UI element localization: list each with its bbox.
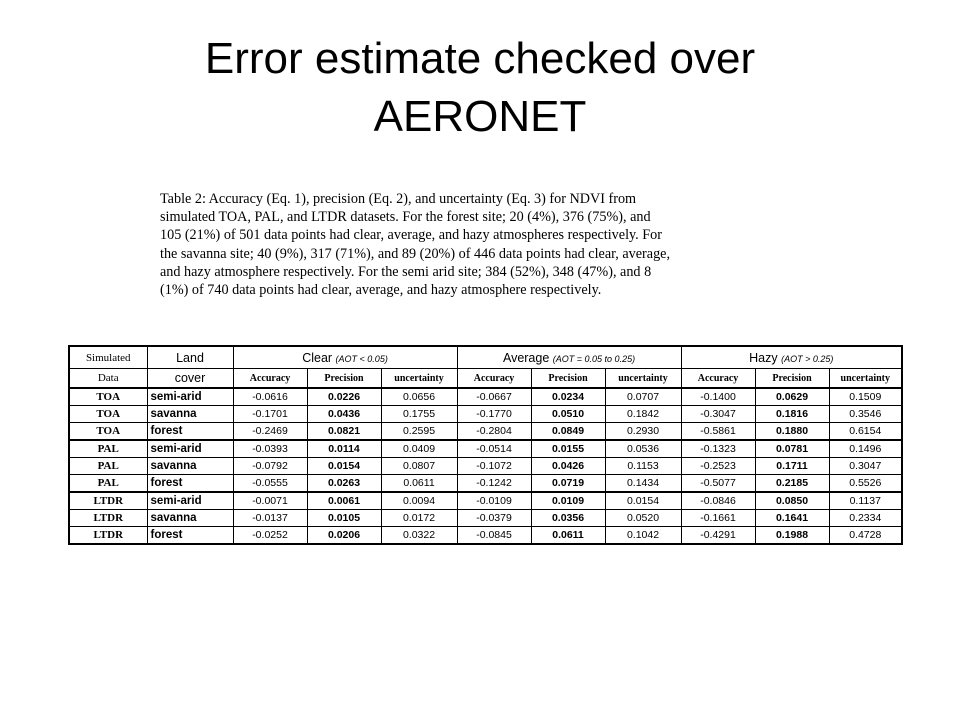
group-note: (AOT = 0.05 to 0.25)	[552, 353, 636, 364]
row-dataset: LTDR	[69, 492, 147, 510]
cell-accuracy: -0.3047	[681, 406, 755, 423]
cell-precision: 0.0629	[755, 388, 829, 406]
cell-accuracy: -0.1661	[681, 510, 755, 527]
subheader-precision: Precision	[755, 369, 829, 389]
subheader-uncertainty: uncertainty	[381, 369, 457, 389]
cell-accuracy: -0.2469	[233, 423, 307, 441]
cell-uncertainty: 0.1434	[605, 475, 681, 493]
cell-uncertainty: 0.1842	[605, 406, 681, 423]
cell-precision: 0.0510	[531, 406, 605, 423]
group-name: Hazy	[749, 350, 778, 365]
cell-accuracy: -0.5861	[681, 423, 755, 441]
cell-accuracy: -0.2523	[681, 458, 755, 475]
cell-uncertainty: 0.0611	[381, 475, 457, 493]
row-land-cover: forest	[147, 423, 233, 441]
cell-precision: 0.0426	[531, 458, 605, 475]
group-name: Clear	[302, 350, 333, 365]
header-cover: cover	[147, 369, 233, 389]
cell-uncertainty: 0.0409	[381, 440, 457, 458]
cell-uncertainty: 0.2930	[605, 423, 681, 441]
cell-uncertainty: 0.1042	[605, 527, 681, 545]
cell-uncertainty: 0.2595	[381, 423, 457, 441]
cell-precision: 0.0154	[307, 458, 381, 475]
cell-precision: 0.0436	[307, 406, 381, 423]
header-group-clear	[233, 346, 457, 369]
cell-precision: 0.1816	[755, 406, 829, 423]
cell-precision: 0.0356	[531, 510, 605, 527]
cell-uncertainty: 0.1509	[829, 388, 902, 406]
cell-accuracy: -0.1400	[681, 388, 755, 406]
cell-uncertainty: 0.0520	[605, 510, 681, 527]
cell-accuracy: -0.1701	[233, 406, 307, 423]
table-row	[69, 458, 902, 475]
cell-accuracy: -0.0514	[457, 440, 531, 458]
table-row	[69, 475, 902, 493]
cell-precision: 0.0206	[307, 527, 381, 545]
subheader-uncertainty: uncertainty	[605, 369, 681, 389]
cell-uncertainty: 0.0707	[605, 388, 681, 406]
row-dataset: PAL	[69, 440, 147, 458]
cell-precision: 0.0719	[531, 475, 605, 493]
cell-precision: 0.0821	[307, 423, 381, 441]
header-group-average	[457, 346, 681, 369]
cell-precision: 0.0263	[307, 475, 381, 493]
cell-accuracy: -0.0109	[457, 492, 531, 510]
cell-precision: 0.0155	[531, 440, 605, 458]
header-group-hazy	[681, 346, 902, 369]
cell-precision: 0.0234	[531, 388, 605, 406]
cell-precision: 0.0109	[531, 492, 605, 510]
cell-accuracy: -0.0252	[233, 527, 307, 545]
subheader-uncertainty: uncertainty	[829, 369, 902, 389]
cell-uncertainty: 0.0154	[605, 492, 681, 510]
cell-accuracy: -0.5077	[681, 475, 755, 493]
slide-title-line-2: AERONET	[373, 92, 587, 141]
cell-uncertainty: 0.2334	[829, 510, 902, 527]
cell-accuracy: -0.1323	[681, 440, 755, 458]
row-land-cover: semi-arid	[147, 492, 233, 510]
cell-accuracy: -0.2804	[457, 423, 531, 441]
cell-accuracy: -0.0667	[457, 388, 531, 406]
cell-uncertainty: 0.0656	[381, 388, 457, 406]
cell-precision: 0.0611	[531, 527, 605, 545]
cell-accuracy: -0.0137	[233, 510, 307, 527]
cell-accuracy: -0.0616	[233, 388, 307, 406]
header-land: Land	[147, 346, 233, 369]
ndvi-error-table	[68, 345, 903, 545]
caption-line: (1%) of 740 data points had clear, average, and hazy atmosphere respectively.	[160, 282, 602, 299]
cell-uncertainty: 0.5526	[829, 475, 902, 493]
subheader-accuracy: Accuracy	[681, 369, 755, 389]
row-land-cover: savanna	[147, 510, 233, 527]
header-simulated: Simulated	[69, 346, 147, 369]
row-dataset: PAL	[69, 475, 147, 493]
table-caption	[160, 190, 820, 299]
header-data: Data	[69, 369, 147, 389]
cell-precision: 0.0114	[307, 440, 381, 458]
subheader-accuracy: Accuracy	[233, 369, 307, 389]
cell-uncertainty: 0.6154	[829, 423, 902, 441]
table-row	[69, 423, 902, 441]
cell-accuracy: -0.0845	[457, 527, 531, 545]
cell-uncertainty: 0.1496	[829, 440, 902, 458]
cell-uncertainty: 0.3047	[829, 458, 902, 475]
row-land-cover: savanna	[147, 406, 233, 423]
caption-line: 105 (21%) of 501 data points had clear, average, and hazy atmospheres respectively. For	[160, 227, 662, 244]
table-row	[69, 440, 902, 458]
cell-uncertainty: 0.0172	[381, 510, 457, 527]
subheader-accuracy: Accuracy	[457, 369, 531, 389]
caption-line: Table 2: Accuracy (Eq. 1), precision (Eq. 2), and uncertainty (Eq. 3) for NDVI from	[160, 191, 637, 207]
row-land-cover: semi-arid	[147, 388, 233, 406]
group-note: (AOT < 0.05)	[335, 353, 388, 364]
caption-line: simulated TOA, PAL, and LTDR datasets. For the forest site; 20 (4%), 376 (75%), and	[160, 209, 651, 226]
row-dataset: TOA	[69, 388, 147, 406]
cell-precision: 0.1641	[755, 510, 829, 527]
row-dataset: LTDR	[69, 510, 147, 527]
cell-precision: 0.1711	[755, 458, 829, 475]
cell-precision: 0.1880	[755, 423, 829, 441]
cell-accuracy: -0.0555	[233, 475, 307, 493]
cell-uncertainty: 0.3546	[829, 406, 902, 423]
cell-uncertainty: 0.0094	[381, 492, 457, 510]
caption-line: and hazy atmosphere respectively. For the semi arid site; 384 (52%), 348 (47%), and 8	[160, 263, 652, 280]
row-land-cover: forest	[147, 475, 233, 493]
cell-uncertainty: 0.0322	[381, 527, 457, 545]
row-dataset: LTDR	[69, 527, 147, 545]
cell-uncertainty: 0.0807	[381, 458, 457, 475]
row-dataset: TOA	[69, 423, 147, 441]
row-land-cover: savanna	[147, 458, 233, 475]
cell-precision: 0.0781	[755, 440, 829, 458]
cell-precision: 0.0061	[307, 492, 381, 510]
cell-precision: 0.0105	[307, 510, 381, 527]
table-row	[69, 406, 902, 423]
table-row	[69, 510, 902, 527]
cell-accuracy: -0.0071	[233, 492, 307, 510]
cell-accuracy: -0.0393	[233, 440, 307, 458]
cell-precision: 0.0226	[307, 388, 381, 406]
row-dataset: PAL	[69, 458, 147, 475]
cell-uncertainty: 0.1153	[605, 458, 681, 475]
cell-precision: 0.1988	[755, 527, 829, 545]
cell-accuracy: -0.0379	[457, 510, 531, 527]
row-land-cover: semi-arid	[147, 440, 233, 458]
cell-uncertainty: 0.0536	[605, 440, 681, 458]
table-row	[69, 388, 902, 406]
cell-precision: 0.0850	[755, 492, 829, 510]
table-row	[69, 492, 902, 510]
cell-precision: 0.2185	[755, 475, 829, 493]
cell-uncertainty: 0.1755	[381, 406, 457, 423]
cell-accuracy: -0.0846	[681, 492, 755, 510]
slide-title-line-1: Error estimate checked over	[204, 34, 756, 83]
group-note: (AOT > 0.25)	[781, 353, 834, 364]
table-row	[69, 527, 902, 545]
cell-uncertainty: 0.4728	[829, 527, 902, 545]
cell-accuracy: -0.1072	[457, 458, 531, 475]
cell-uncertainty: 0.1137	[829, 492, 902, 510]
group-name: Average	[502, 350, 550, 365]
row-dataset: TOA	[69, 406, 147, 423]
subheader-precision: Precision	[307, 369, 381, 389]
subheader-precision: Precision	[531, 369, 605, 389]
cell-precision: 0.0849	[531, 423, 605, 441]
cell-accuracy: -0.1770	[457, 406, 531, 423]
cell-accuracy: -0.1242	[457, 475, 531, 493]
cell-accuracy: -0.4291	[681, 527, 755, 545]
cell-accuracy: -0.0792	[233, 458, 307, 475]
row-land-cover: forest	[147, 527, 233, 545]
slide-title	[0, 30, 960, 146]
caption-line: the savanna site; 40 (9%), 317 (71%), and 89 (20%) of 446 data points had clear, average,	[160, 245, 671, 262]
